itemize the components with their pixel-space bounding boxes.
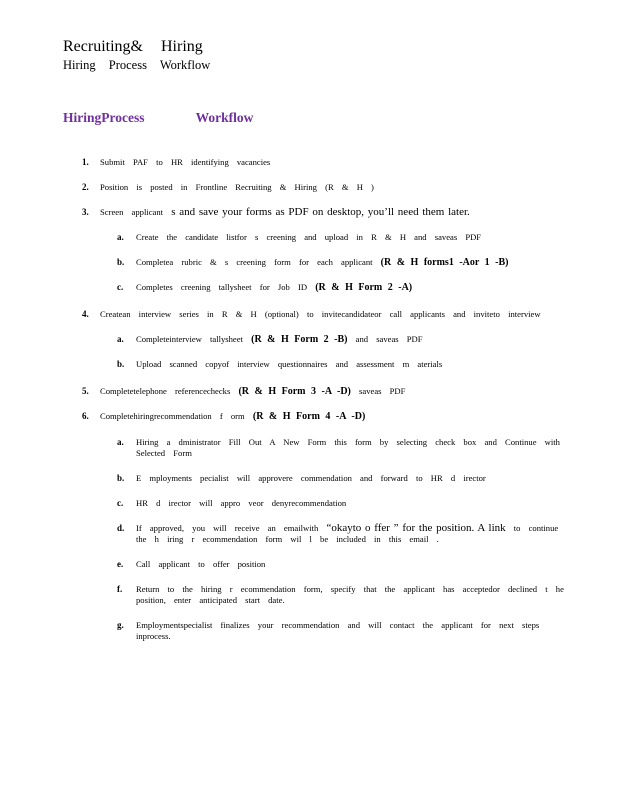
- substep-text: Completes creening tallysheet for Job ID: [136, 282, 308, 292]
- substep-letter: c.: [117, 282, 124, 292]
- substep-letter: b.: [117, 473, 125, 483]
- substep-a: [100, 232, 572, 243]
- step-number: 6.: [82, 411, 89, 421]
- step-number: 1.: [82, 157, 89, 167]
- form-reference: (R & H Form 4 -A -D): [252, 411, 366, 422]
- step-text: Screen applicant: [100, 207, 164, 217]
- substep-text-emphasis: “okayto o ffer ” for the position. A link: [326, 522, 506, 534]
- substep-b: [100, 359, 572, 370]
- substep-letter: e.: [117, 559, 124, 569]
- substep-text: Hiring a dministrator Fill Out A New Form this form by selecting check box and Continue with Selected Form: [136, 437, 560, 458]
- substeps: [100, 334, 572, 370]
- substep-letter: a.: [117, 232, 124, 242]
- substep-letter: b.: [117, 257, 125, 267]
- form-reference: (R & H Form 2 -B): [251, 334, 348, 345]
- step-tail: saveas PDF: [359, 386, 406, 396]
- step-2: [82, 182, 572, 193]
- substep-text: Employmentspecialist finalizes your recommendation and will contact the applicant for next steps inprocess.: [136, 620, 540, 641]
- step-text: Completetelephone referencechecks: [100, 386, 231, 396]
- form-reference: (R & H forms1 -Aor 1 -B): [380, 257, 509, 268]
- substep-b: [100, 473, 572, 484]
- form-reference: (R & H Form 2 -A): [315, 282, 413, 293]
- step-number: 2.: [82, 182, 89, 192]
- substeps: [100, 232, 572, 293]
- substep-letter: b.: [117, 359, 125, 369]
- step-text: Position is posted in Frontline Recruiting & Hiring (R & H ): [100, 182, 374, 192]
- substep-letter: f.: [117, 584, 123, 594]
- step-1: [82, 157, 572, 168]
- step-number: 5.: [82, 386, 89, 396]
- substep-text: Upload scanned copyof interview questionnaires and assessment m aterials: [136, 359, 443, 369]
- step-text: Submit PAF to HR identifying vacancies: [100, 157, 271, 167]
- substep-letter: c.: [117, 498, 124, 508]
- substep-text: HR d irector will appro veor denyrecommendation: [136, 498, 347, 508]
- substep-text-continued: to continue the h iring r ecommendation form wil l be included in this email .: [136, 523, 559, 544]
- substep-e: [100, 559, 572, 570]
- substep-letter: d.: [117, 523, 125, 533]
- substep-text: Completea rubric & s creening form for each applicant: [136, 257, 373, 267]
- document-title: Recruiting& Hiring: [63, 38, 203, 55]
- workflow-steps: [82, 157, 572, 642]
- substep-letter: g.: [117, 620, 124, 630]
- document-subtitle: Hiring Process Workflow: [63, 58, 211, 72]
- substep-text: If approved, you will receive an emailwith: [136, 523, 319, 533]
- form-reference: (R & H Form 3 -A -D): [238, 386, 351, 397]
- substep-tail: and saveas PDF: [355, 334, 423, 344]
- substep-c: [100, 282, 572, 293]
- substep-text: Completeinterview tallysheet: [136, 334, 243, 344]
- step-text-emphasis: s and save your forms as PDF on desktop, you’ll need them later.: [171, 206, 470, 218]
- substep-f: [100, 584, 572, 606]
- substep-d: [100, 523, 572, 545]
- substeps: [100, 437, 572, 642]
- substep-text: Return to the hiring r ecommendation form, specify that the applicant has acceptedor declined t he position, enter anticipated start date.: [136, 584, 564, 605]
- substep-a: [100, 437, 572, 459]
- step-6: [82, 411, 572, 642]
- step-text: Completehiringrecommendation f orm: [100, 411, 245, 421]
- step-3: [82, 207, 572, 293]
- step-5: [82, 386, 572, 397]
- substep-b: [100, 257, 572, 268]
- substep-letter: a.: [117, 437, 124, 447]
- step-4: [82, 309, 572, 370]
- step-number: 3.: [82, 207, 89, 217]
- substep-g: [100, 620, 572, 642]
- step-number: 4.: [82, 309, 89, 319]
- step-text: Createan interview series in R & H (optional) to invitecandidateor call applicants and inviteto interview: [100, 309, 541, 319]
- substep-text: Create the candidate listfor s creening and upload in R & H and saveas PDF: [136, 232, 482, 242]
- section-heading: HiringProcess Workflow: [63, 110, 254, 125]
- substep-text: E mployments pecialist will approvere commendation and forward to HR d irector: [136, 473, 486, 483]
- substep-text: Call applicant to offer position: [136, 559, 266, 569]
- substep-c: [100, 498, 572, 509]
- substep-letter: a.: [117, 334, 124, 344]
- substep-a: [100, 334, 572, 345]
